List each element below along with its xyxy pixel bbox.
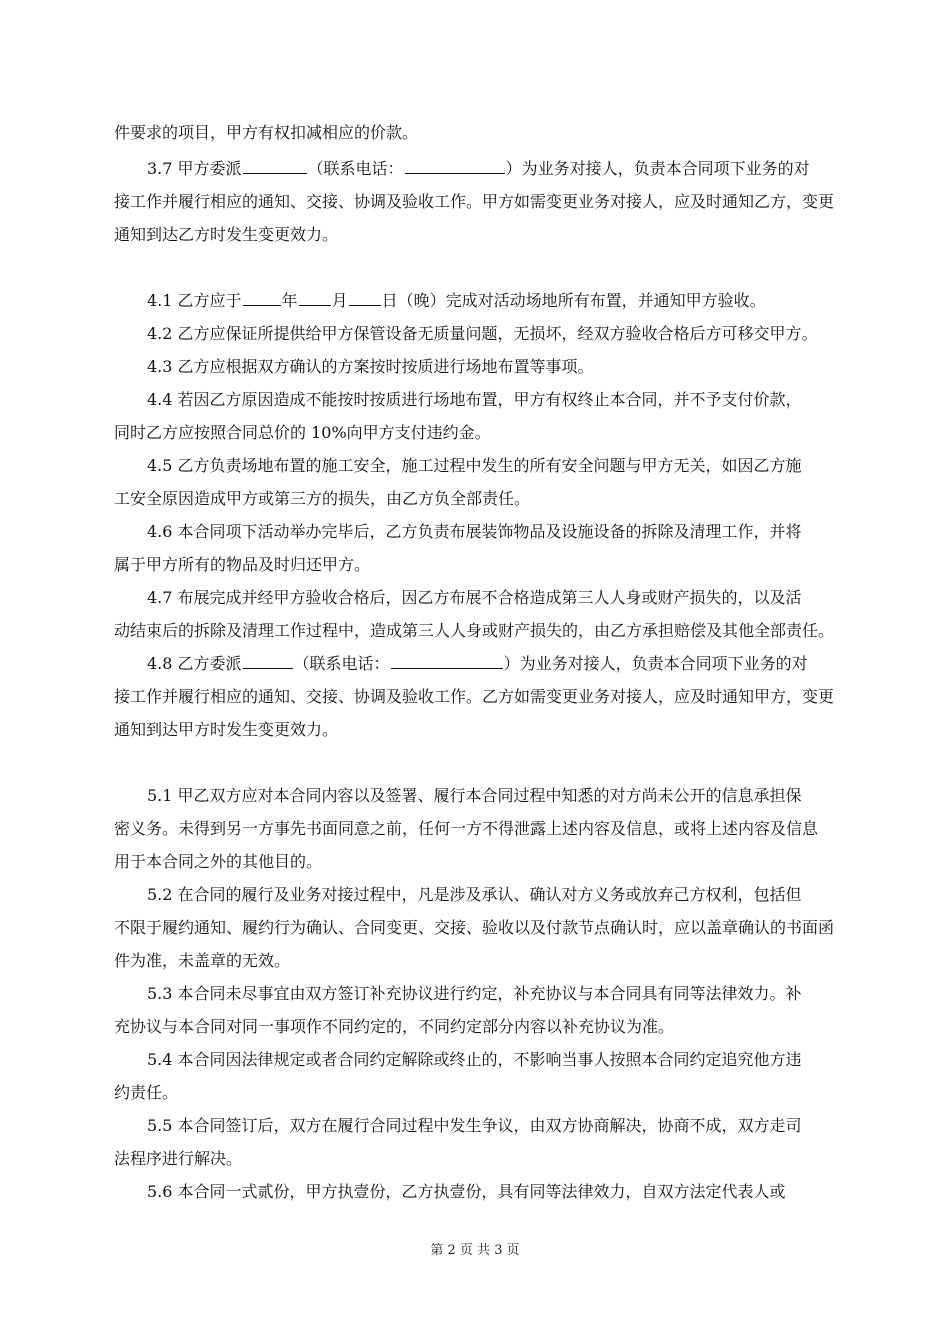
text-run: 5.5 本合同签订后，双方在履行合同过程中发生争议，由双方协商解决，协商不成，双方走司 [147,1116,802,1135]
paragraph-line [114,218,840,251]
text-run: 4.5 乙方负责场地布置的施工安全，施工过程中发生的所有安全问题与甲方无关，如因乙方施 [147,456,802,475]
text-run: 接工作并履行相应的通知、交接、协调及验收工作。乙方如需变更业务对接人，应及时通知甲方，变更 [114,687,835,706]
document-body [114,116,840,1208]
text-run: 同时乙方应按照合同总价的 10%向甲方支付违约金。 [114,423,491,442]
clause-5-2 [114,878,840,911]
text-run: 3.7 甲方委派 [147,159,242,178]
clause-4-3 [114,350,840,383]
section-heading-4 [114,251,840,284]
clause-4-8 [114,647,840,680]
blank-field [405,155,505,174]
paragraph-line [114,680,840,713]
text-run: 工安全原因造成甲方或第三方的损失，由乙方负全部责任。 [114,489,531,508]
text-run: 4.1 乙方应于 [147,291,242,310]
paragraph-line [114,416,840,449]
text-run: 日（晚）完成对活动场地所有布置，并通知甲方验收。 [381,291,766,310]
clause-5-5 [114,1109,840,1142]
text-run: ）为业务对接人，负责本合同项下业务的对 [505,159,810,178]
clause-4-6 [114,515,840,548]
clause-5-3 [114,977,840,1010]
text-run: 通知到达乙方时发生变更效力。 [114,225,339,244]
paragraph-line [114,614,840,647]
text-run: 5.6 本合同一式贰份，甲方执壹份，乙方执壹份，具有同等法律效力，自双方法定代表人或 [147,1182,786,1201]
paragraph-line [114,185,840,218]
text-run: 5.4 本合同因法律规定或者合同约定解除或终止的，不影响当事人按照本合同约定追究他方违 [147,1050,802,1069]
blank-field [391,650,503,669]
blank-field [299,287,331,306]
text-run: （联系电话： [307,159,404,178]
text-run: 通知到达甲方时发生变更效力。 [114,720,339,739]
clause-4-7 [114,581,840,614]
text-run: 4.3 乙方应根据双方确认的方案按时按质进行场地布置等事项。 [147,357,594,376]
clause-5-1 [114,779,840,812]
text-run: 动结束后的拆除及清理工作过程中，造成第三人人身或财产损失的，由乙方承担赔偿及其他全部责任。 [114,621,835,640]
blank-field [349,287,381,306]
paragraph-line [114,548,840,581]
paragraph-line [114,1010,840,1043]
text-run: 4.6 本合同项下活动举办完毕后，乙方负责布展装饰物品及设施设备的拆除及清理工作，并将 [147,522,802,541]
clause-4-2 [114,317,840,350]
clause-3-7 [114,152,840,185]
text-run: 4.7 布展完成并经甲方验收合格后，因乙方布展不合格造成第三人人身或财产损失的，以及活 [147,588,802,607]
text-run: ）为业务对接人，负责本合同项下业务的对 [503,654,808,673]
text-run: 4.4 若因乙方原因造成不能按时按质进行场地布置，甲方有权终止本合同，并不予支付价款， [147,390,802,409]
text-run: 件要求的项目，甲方有权扣减相应的价款。 [114,123,419,142]
paragraph-line [114,812,840,845]
text-run: 5.3 本合同未尽事宜由双方签订补充协议进行约定，补充协议与本合同具有同等法律效力。补 [147,984,802,1003]
text-run: 5.2 在合同的履行及业务对接过程中，凡是涉及承认、确认对方义务或放弃己方权利，包括但 [147,885,802,904]
text-run: 4.2 乙方应保证所提供给甲方保管设备无质量问题，无损坏，经双方验收合格后方可移交甲方。 [147,324,818,343]
page-number-label: 第 2 页 共 3 页 [430,1243,520,1258]
clause-5-6 [114,1175,840,1208]
text-run: 5.1 甲乙双方应对本合同内容以及签署、履行本合同过程中知悉的对方尚未公开的信息承担保 [147,786,802,805]
paragraph-line [114,911,840,944]
text-run: 件为准，未盖章的无效。 [114,951,291,970]
clause-4-1 [114,284,840,317]
text-run: 属于甲方所有的物品及时归还甲方。 [114,555,371,574]
text-run: 约责任。 [114,1083,179,1102]
text-run: 月 [331,291,348,310]
text-run: 法程序进行解决。 [114,1149,243,1168]
paragraph-line [114,944,840,977]
paragraph-line [114,1076,840,1109]
clause-4-4 [114,383,840,416]
text-run: 接工作并履行相应的通知、交接、协调及验收工作。甲方如需变更业务对接人，应及时通知乙方，变更 [114,192,835,211]
text-run: 不限于履约通知、履约行为确认、合同变更、交接、验收以及付款节点确认时，应以盖章确认的书面函 [114,918,835,937]
paragraph-line [114,1142,840,1175]
clause-4-5 [114,449,840,482]
paragraph-line [114,713,840,746]
text-run: 4.8 乙方委派 [147,654,242,673]
page-footer [0,1242,950,1260]
blank-field [243,155,307,174]
blank-field [243,650,293,669]
text-run: 充协议与本合同对同一事项作不同约定的，不同约定部分内容以补充协议为准。 [114,1017,675,1036]
paragraph-line [114,482,840,515]
section-heading-5 [114,746,840,779]
paragraph-line [114,845,840,878]
paragraph-line [114,116,840,149]
text-run: （联系电话： [293,654,390,673]
blank-field [243,287,281,306]
clause-5-4 [114,1043,840,1076]
text-run: 密义务。未得到另一方事先书面同意之前，任何一方不得泄露上述内容及信息，或将上述内容及信息 [114,819,819,838]
text-run: 用于本合同之外的其他目的。 [114,852,323,871]
text-run: 年 [281,291,298,310]
